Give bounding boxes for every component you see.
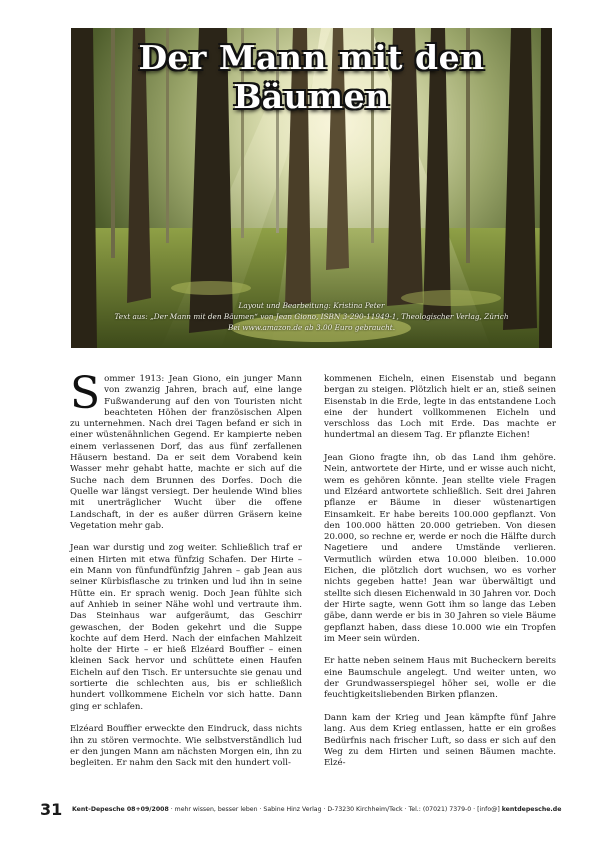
page-title: Der Mann mit den Bäumen [138, 38, 485, 116]
footer-info: · mehr wissen, besser leben · Sabine Hinz Verlag · D-73230 Kirchheim/Teck · Tel.: (07021) 7379-0 · [info@] [168, 806, 502, 813]
credit-line: Bei www.amazon.de ab 3.00 Euro gebraucht. [227, 323, 396, 332]
footer-line [72, 806, 561, 813]
image-credits [71, 300, 552, 333]
article-column-left [70, 368, 302, 781]
paragraph: Jean war durstig und zog weiter. Schließlich traf er einen Hirten mit etwa fünfzig Schafen. Der Hirte – ein Mann von fünfundfünfzig Jahren – gab Jean aus seiner Kürbisflasche zu trinken und lud ihn in seine Hütte ein. Er sprach wenig. Doch Jean fühlte sich auf Anhieb in seiner Nähe wohl und vertraute ihm. Das Steinhaus war aufgeräumt, das Geschirr gewaschen, der Boden gekehrt und die Suppe kochte auf dem Herd. Nach der einfachen Mahlzeit holte der Hirte – er hieß Elzéard Bouffier – einen kleinen Sack hervor und schüttete einen Haufen Eicheln auf den Tisch. Er untersuchte sie genau und sortierte die schlechten aus, bis er schließlich hundert vollkommene Eicheln vor sich hatte. Dann ging er schlafen. [70, 543, 302, 712]
article-column-right [324, 374, 556, 781]
credit-line: Text aus: „Der Mann mit den Bäumen“ von Jean Giono, ISBN 3-290-11949-1, Theologischer Verlag, Zürich [114, 312, 509, 321]
paragraph: Elzéard Bouffier erweckte den Eindruck, dass nichts ihn zu stören vermochte. Wie selbstverständlich lud er den jungen Mann am nächsten Morgen ein, ihn zu begleiten. Er nahm den Sack mit den hundert voll- [70, 724, 302, 769]
paragraph: Er hatte neben seinem Haus mit Bucheckern bereits eine Baumschule angelegt. Und weiter unten, wo der Grundwasserspiegel höher sei, wolle er die feuchtigkeitsliebenden Birken pflanzen. [324, 656, 556, 701]
paragraph: Sommer 1913: Jean Giono, ein junger Mann von zwanzig Jahren, brach auf, eine lange Fußwanderung auf den von Touristen nicht beachteten Höhen der französischen Alpen zu unternehmen. Nach drei Tagen befand er sich in einer wüstenähnlichen Gegend. Er kampierte neben einem verlassenen Dorf, das aus fünf zerfallenen Häusern bestand. Da er seit dem Vorabend kein Wasser mehr gehabt hatte, machte er sich auf die Suche nach dem Brunnen des Dorfes. Doch die Quelle war längst versiegt. Der heulende Wind blies mit unerträglicher Wucht über die offene Landschaft, in der es außer dürren Gräsern keine Vegetation mehr gab. [70, 368, 302, 531]
magazine-name: Kent-Depesche 08+09/2008 [72, 806, 169, 813]
credit-line: Layout und Bearbeitung: Kristina Peter [238, 301, 385, 310]
paragraph: Jean Giono fragte ihn, ob das Land ihm gehöre. Nein, antwortete der Hirte, und er wisse auch nicht, wem es gehören könnte. Jean stellte viele Fragen und Elzéard antwortete schließlich. Seit drei Jahren pflanze er Bäume in dieser wüstenartigen Einsamkeit. Er habe bereits 100.000 gepflanzt. Von den 100.000 hätten 20.000 getrieben. Von diesen 20.000, so rechne er, werde er noch die Hälfte durch Nagetiere und andere Umstände verlieren. Vermutlich würden etwa 10.000 bleiben. 10.000 Eichen, die plötzlich dort wuchsen, wo es vorher nichts gegeben hatte! Jean war überwältigt und stellte sich diesen Eichenwald in 30 Jahren vor. Doch der Hirte sagte, wenn Gott ihm so lange das Leben gäbe, dann werde er bis in 30 Jahren so viele Bäume gepflanzt haben, dass diese 10.000 wie ein Tropfen im Meer sein würden. [324, 453, 556, 644]
footer-website: kentdepesche.de [501, 806, 562, 813]
page-number: 31 [40, 800, 63, 819]
paragraph: kommenen Eicheln, einen Eisenstab und begann bergan zu steigen. Plötzlich hielt er an, stieß seinen Eisenstab in die Erde, legte in das entstandene Loch eine der hundert vollkommenen Eicheln und verschloss das Loch mit Erde. Das machte er hundertmal an diesem Tag. Er pflanzte Eichen! [324, 374, 556, 441]
hero-image [71, 28, 552, 348]
paragraph: Dann kam der Krieg und Jean kämpfte fünf Jahre lang. Aus dem Krieg entlassen, hatte er ein großes Bedürfnis nach frischer Luft, so dass er sich auf den Weg zu dem Hirten und seinen Bäumen machte. Elzé- [324, 712, 556, 769]
drop-cap: S [70, 368, 101, 419]
